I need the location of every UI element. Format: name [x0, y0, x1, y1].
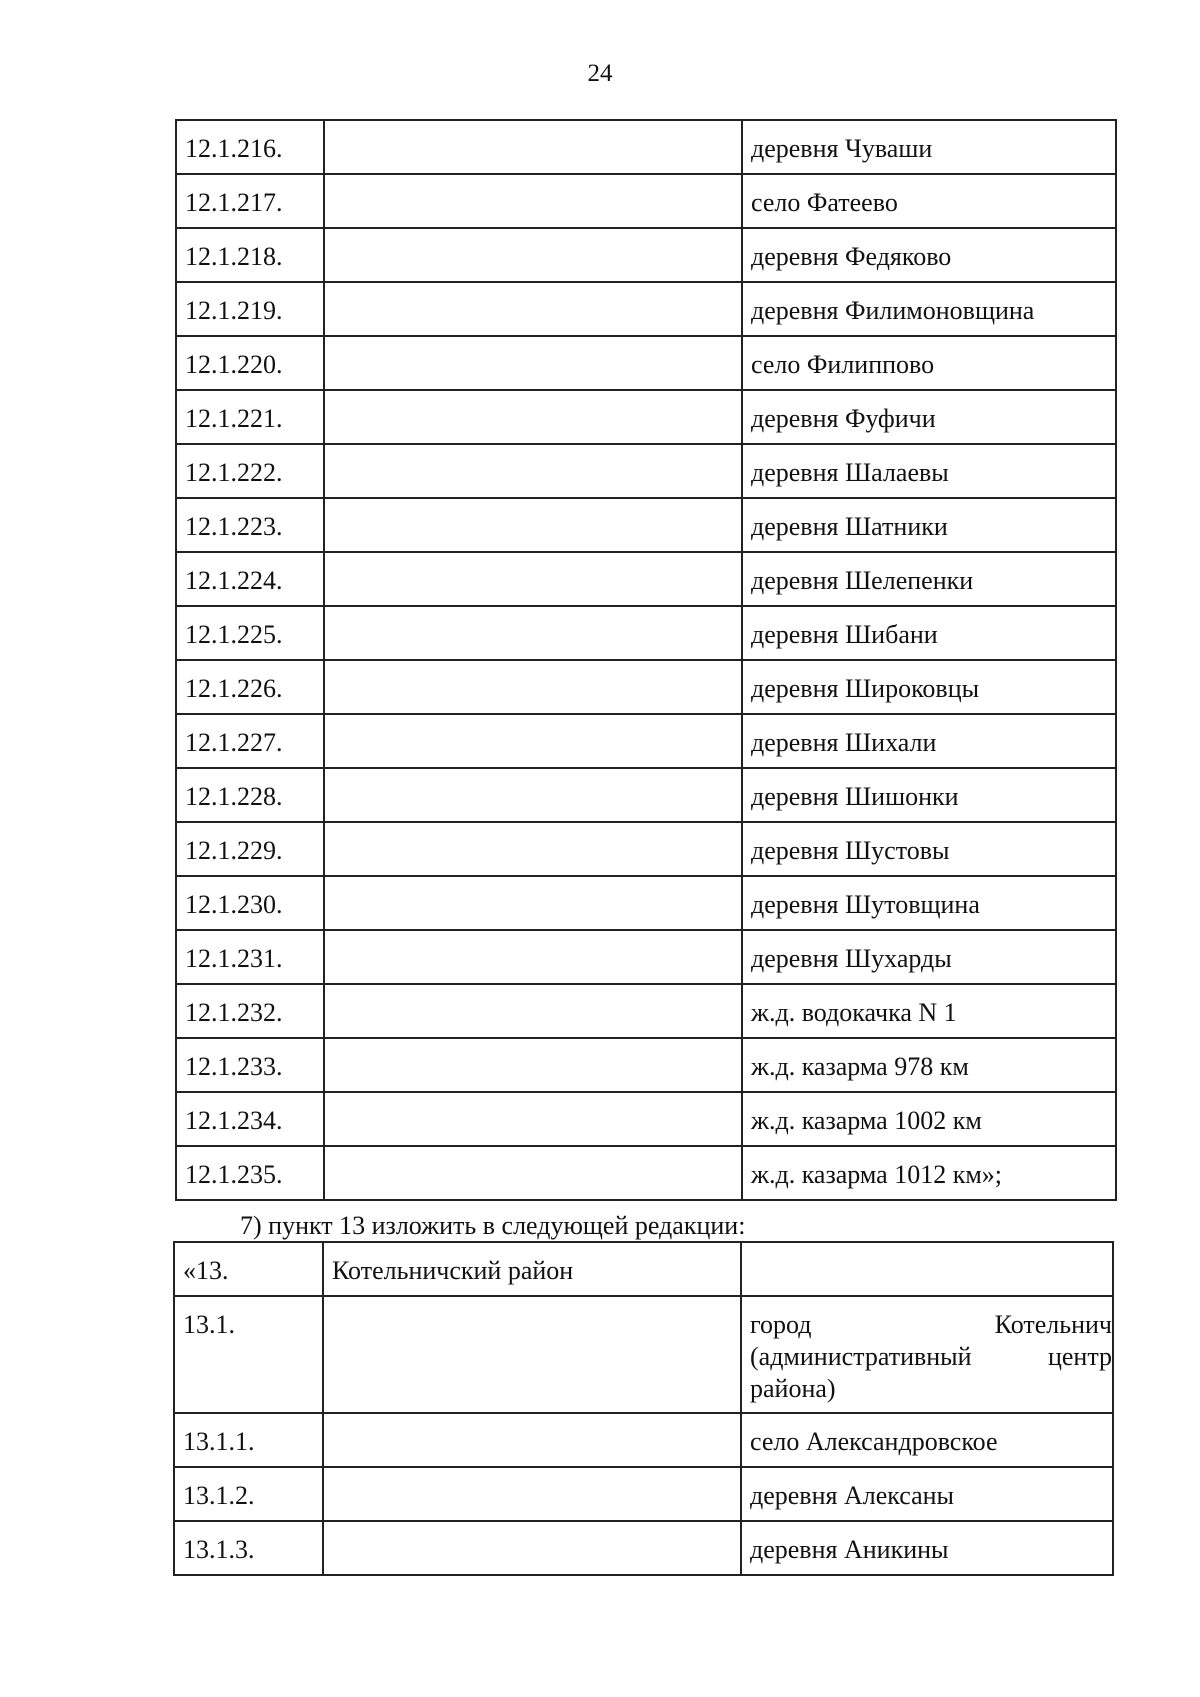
- row-number-cell: 12.1.219.: [176, 282, 324, 336]
- table-row: [176, 228, 1116, 282]
- settlement-name-cell: ж.д. казарма 1002 км: [742, 1092, 1116, 1146]
- district-name-cell: [324, 984, 742, 1038]
- settlement-name-cell: деревня Широковцы: [742, 660, 1116, 714]
- table-row: [174, 1521, 1113, 1575]
- district-name-cell: [324, 282, 742, 336]
- row-number-cell: 12.1.226.: [176, 660, 324, 714]
- settlement-name-cell: деревня Аникины: [741, 1521, 1113, 1575]
- table-row: [176, 552, 1116, 606]
- settlement-name-cell: деревня Шихали: [742, 714, 1116, 768]
- row-number-cell: 12.1.222.: [176, 444, 324, 498]
- district-name-cell: [324, 444, 742, 498]
- district-name-cell: [324, 336, 742, 390]
- district-name-cell: [323, 1521, 741, 1575]
- table-row: [174, 1413, 1113, 1467]
- district-name-cell: [323, 1296, 741, 1413]
- row-number-cell: 12.1.230.: [176, 876, 324, 930]
- settlement-name-cell: деревня Шибани: [742, 606, 1116, 660]
- district-name-cell: [324, 390, 742, 444]
- table-row: [176, 606, 1116, 660]
- settlement-name-cell: деревня Фуфичи: [742, 390, 1116, 444]
- row-number-cell: 12.1.227.: [176, 714, 324, 768]
- settlement-name-cell: деревня Алексаны: [741, 1467, 1113, 1521]
- district-name-cell: [324, 930, 742, 984]
- district-name-cell: [324, 552, 742, 606]
- district-name-cell: [324, 606, 742, 660]
- table-row: [176, 984, 1116, 1038]
- table-row: [176, 174, 1116, 228]
- row-number-cell: 13.1.3.: [174, 1521, 323, 1575]
- settlement-name-cell: деревня Федяково: [742, 228, 1116, 282]
- settlement-name-cell: деревня Шатники: [742, 498, 1116, 552]
- row-number-cell: 12.1.228.: [176, 768, 324, 822]
- row-number-cell: 12.1.235.: [176, 1146, 324, 1200]
- settlement-name-cell: деревня Шухарды: [742, 930, 1116, 984]
- row-number-cell: 12.1.223.: [176, 498, 324, 552]
- district-name-cell: [324, 120, 742, 174]
- row-number-cell: 12.1.216.: [176, 120, 324, 174]
- table-row: [174, 1242, 1113, 1296]
- district-name-cell: [324, 1146, 742, 1200]
- district-name-cell: [324, 822, 742, 876]
- row-number-cell: 12.1.221.: [176, 390, 324, 444]
- settlement-name-cell: ж.д. казарма 1012 км»;: [742, 1146, 1116, 1200]
- district-name-cell: [324, 714, 742, 768]
- row-number-cell: 12.1.232.: [176, 984, 324, 1038]
- table-row: [176, 660, 1116, 714]
- table-row: [176, 1038, 1116, 1092]
- settlement-name-cell: город Котельнич (административный центр района): [741, 1296, 1113, 1413]
- district-name-cell: [324, 876, 742, 930]
- settlement-name-cell: [741, 1242, 1113, 1296]
- table-row: [176, 1092, 1116, 1146]
- table-row: [176, 768, 1116, 822]
- settlement-name-cell: деревня Шелепенки: [742, 552, 1116, 606]
- table-row: [176, 930, 1116, 984]
- row-number-cell: 13.1.: [174, 1296, 323, 1413]
- row-number-cell: 12.1.224.: [176, 552, 324, 606]
- table-row: [174, 1467, 1113, 1521]
- district-name-cell: [323, 1413, 741, 1467]
- settlement-table-continuation: [175, 119, 1117, 1201]
- row-number-cell: «13.: [174, 1242, 323, 1296]
- row-number-cell: 13.1.1.: [174, 1413, 323, 1467]
- row-number-cell: 12.1.231.: [176, 930, 324, 984]
- row-number-cell: 12.1.217.: [176, 174, 324, 228]
- table-row: [176, 498, 1116, 552]
- table-row: [176, 876, 1116, 930]
- row-number-cell: 12.1.233.: [176, 1038, 324, 1092]
- settlement-name-cell: село Филиппово: [742, 336, 1116, 390]
- table-row: [176, 1146, 1116, 1200]
- table-row: [174, 1296, 1113, 1413]
- table-row: [176, 822, 1116, 876]
- settlement-name-cell: деревня Чуваши: [742, 120, 1116, 174]
- table-row: [176, 336, 1116, 390]
- district-name-cell: [324, 1038, 742, 1092]
- table-row: [176, 282, 1116, 336]
- row-number-cell: 13.1.2.: [174, 1467, 323, 1521]
- settlement-name-cell: деревня Шустовы: [742, 822, 1116, 876]
- row-number-cell: 12.1.225.: [176, 606, 324, 660]
- district-name-cell: Котельничский район: [323, 1242, 741, 1296]
- settlement-table-new: [173, 1241, 1114, 1576]
- settlement-name-cell: ж.д. водокачка N 1: [742, 984, 1116, 1038]
- district-name-cell: [324, 660, 742, 714]
- settlement-name-cell: село Фатеево: [742, 174, 1116, 228]
- table-row: [176, 444, 1116, 498]
- settlement-name-cell: село Александровское: [741, 1413, 1113, 1467]
- row-number-cell: 12.1.229.: [176, 822, 324, 876]
- table-row: [176, 390, 1116, 444]
- district-name-cell: [324, 498, 742, 552]
- row-number-cell: 12.1.218.: [176, 228, 324, 282]
- amendment-text: 7) пункт 13 изложить в следующей редакции:: [240, 1211, 746, 1240]
- settlement-name-cell: ж.д. казарма 978 км: [742, 1038, 1116, 1092]
- district-name-cell: [324, 174, 742, 228]
- settlement-name-cell: деревня Филимоновщина: [742, 282, 1116, 336]
- page-number: 24: [587, 60, 613, 87]
- table-row: [176, 714, 1116, 768]
- district-name-cell: [324, 768, 742, 822]
- district-name-cell: [324, 228, 742, 282]
- row-number-cell: 12.1.234.: [176, 1092, 324, 1146]
- settlement-name-cell: деревня Шишонки: [742, 768, 1116, 822]
- settlement-name-cell: деревня Шалаевы: [742, 444, 1116, 498]
- table-row: [176, 120, 1116, 174]
- district-name-cell: [324, 1092, 742, 1146]
- row-number-cell: 12.1.220.: [176, 336, 324, 390]
- settlement-name-cell: деревня Шутовщина: [742, 876, 1116, 930]
- district-name-cell: [323, 1467, 741, 1521]
